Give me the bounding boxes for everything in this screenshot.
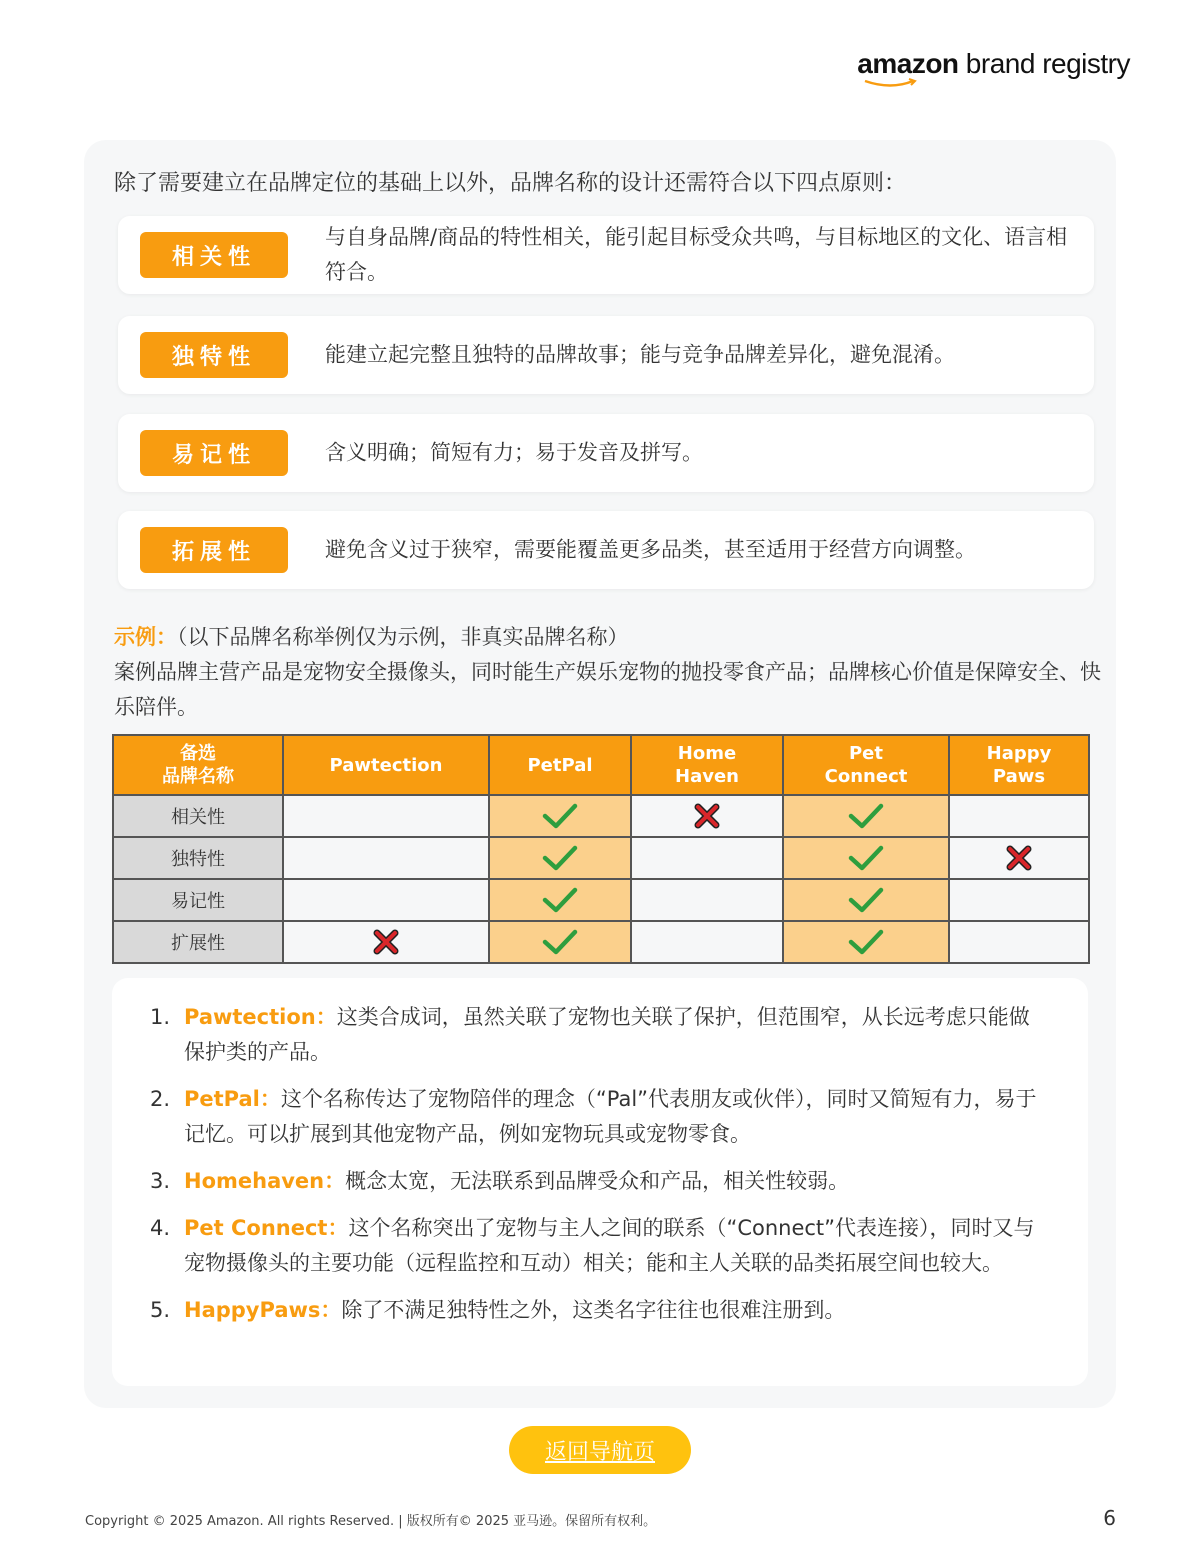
example-note: （以下品牌名称举例仅为示例，非真实品牌名称） [177, 625, 629, 649]
logo-word-brand-registry: brand registry [958, 48, 1130, 79]
list-item [150, 1293, 1050, 1328]
principle-description: 含义明确；简短有力；易于发音及拼写。 [325, 440, 703, 465]
column-header-pawtection: Pawtection [283, 735, 489, 795]
table-cell [783, 837, 949, 879]
column-header-home-haven: Home Haven [631, 735, 783, 795]
analysis-notes [112, 978, 1088, 1386]
principle-badge: 易记性 [140, 430, 288, 476]
principle-card-relevance [118, 216, 1094, 294]
cross-icon [1005, 844, 1033, 872]
principle-card-memorability [118, 414, 1094, 492]
item-number: 1. [150, 1005, 171, 1029]
back-to-navigation-button[interactable]: 返回导航页 [509, 1426, 691, 1474]
list-item [150, 1211, 1050, 1281]
item-brand-name: Homehaven： [184, 1169, 346, 1193]
table-row [113, 837, 1089, 879]
principle-description: 避免含义过于狭窄，需要能覆盖更多品类，甚至适用于经营方向调整。 [325, 537, 976, 562]
item-text: 这个名称传达了宠物陪伴的理念（“Pal”代表朋友或伙伴），同时又简短有力，易于记忆。可以扩展到其他宠物产品，例如宠物玩具或宠物零食。 [184, 1087, 1037, 1146]
check-icon [847, 885, 885, 915]
corner-line: 备选 [180, 743, 216, 764]
intro-text: 除了需要建立在品牌定位的基础上以外，品牌名称的设计还需符合以下四点原则： [114, 171, 907, 196]
cross-icon [693, 802, 721, 830]
brand-name-comparison-table [112, 734, 1090, 964]
table-cell [949, 837, 1089, 879]
check-icon [541, 801, 579, 831]
check-icon [847, 843, 885, 873]
column-header-happy-paws: Happy Paws [949, 735, 1089, 795]
row-label: 独特性 [113, 837, 283, 879]
item-brand-name: Pawtection： [184, 1005, 337, 1029]
item-number: 4. [150, 1216, 171, 1240]
principle-badge: 独特性 [140, 332, 288, 378]
table-row [113, 879, 1089, 921]
table-cell [283, 879, 489, 921]
item-brand-name: PetPal： [184, 1087, 281, 1111]
principle-badge: 拓展性 [140, 527, 288, 573]
cross-icon [372, 928, 400, 956]
check-icon [847, 927, 885, 957]
item-text: 概念太宽，无法联系到品牌受众和产品，相关性较弱。 [345, 1169, 850, 1193]
page-number: 6 [1103, 1506, 1116, 1530]
amazon-smile-icon [863, 78, 919, 88]
copyright-footer: Copyright © 2025 Amazon. All rights Reserved. | 版权所有© 2025 亚马逊。保留所有权利。 [85, 1514, 657, 1529]
item-text: 这类合成词，虽然关联了宠物也关联了保护，但范围窄，从长远考虑只能做保护类的产品。 [184, 1005, 1030, 1064]
principle-card-uniqueness [118, 316, 1094, 394]
table-cell [949, 795, 1089, 837]
table-cell [783, 879, 949, 921]
principle-description: 与自身品牌/商品的特性相关，能引起目标受众共鸣，与目标地区的文化、语言相符合。 [325, 225, 1068, 284]
table-cell [631, 837, 783, 879]
example-label: 示例： [114, 625, 177, 649]
row-label: 相关性 [113, 795, 283, 837]
row-label: 易记性 [113, 879, 283, 921]
table-cell [783, 921, 949, 963]
check-icon [541, 843, 579, 873]
table-cell [489, 879, 631, 921]
item-text: 除了不满足独特性之外，这类名字往往也很难注册到。 [341, 1298, 846, 1322]
table-corner-header [113, 735, 283, 795]
table-cell [631, 795, 783, 837]
table-cell [631, 879, 783, 921]
example-section [114, 620, 1104, 725]
table-cell [489, 837, 631, 879]
list-item [150, 1164, 1050, 1199]
table-cell [631, 921, 783, 963]
column-header-petpal: PetPal [489, 735, 631, 795]
row-label: 扩展性 [113, 921, 283, 963]
logo-word-amazon: amazon [857, 48, 959, 79]
table-cell [283, 837, 489, 879]
table-cell [783, 795, 949, 837]
amazon-brand-registry-logo [857, 48, 1130, 80]
item-brand-name: Pet Connect： [184, 1216, 349, 1240]
table-cell [283, 921, 489, 963]
principle-card-extensibility [118, 511, 1094, 589]
item-text: 这个名称突出了宠物与主人之间的联系（“Connect”代表连接），同时又与宠物摄像头的主要功能（远程监控和互动）相关；能和主人关联的品类拓展空间也较大。 [184, 1216, 1035, 1275]
column-header-pet-connect: Pet Connect [783, 735, 949, 795]
check-icon [541, 885, 579, 915]
list-item [150, 1000, 1050, 1070]
list-item [150, 1082, 1050, 1152]
table-cell [949, 921, 1089, 963]
table-row [113, 795, 1089, 837]
principle-badge: 相关性 [140, 232, 288, 278]
check-icon [541, 927, 579, 957]
table-cell [283, 795, 489, 837]
table-cell [489, 795, 631, 837]
corner-line: 品牌名称 [162, 766, 234, 787]
principle-description: 能建立起完整且独特的品牌故事；能与竞争品牌差异化，避免混淆。 [325, 342, 955, 367]
table-cell [489, 921, 631, 963]
check-icon [847, 801, 885, 831]
item-brand-name: HappyPaws： [184, 1298, 342, 1322]
item-number: 2. [150, 1087, 171, 1111]
item-number: 5. [150, 1298, 171, 1322]
item-number: 3. [150, 1169, 171, 1193]
table-cell [949, 879, 1089, 921]
table-header-row [113, 735, 1089, 795]
table-row [113, 921, 1089, 963]
example-description: 案例品牌主营产品是宠物安全摄像头，同时能生产娱乐宠物的抛投零食产品；品牌核心价值是保障安全、快乐陪伴。 [114, 660, 1101, 719]
